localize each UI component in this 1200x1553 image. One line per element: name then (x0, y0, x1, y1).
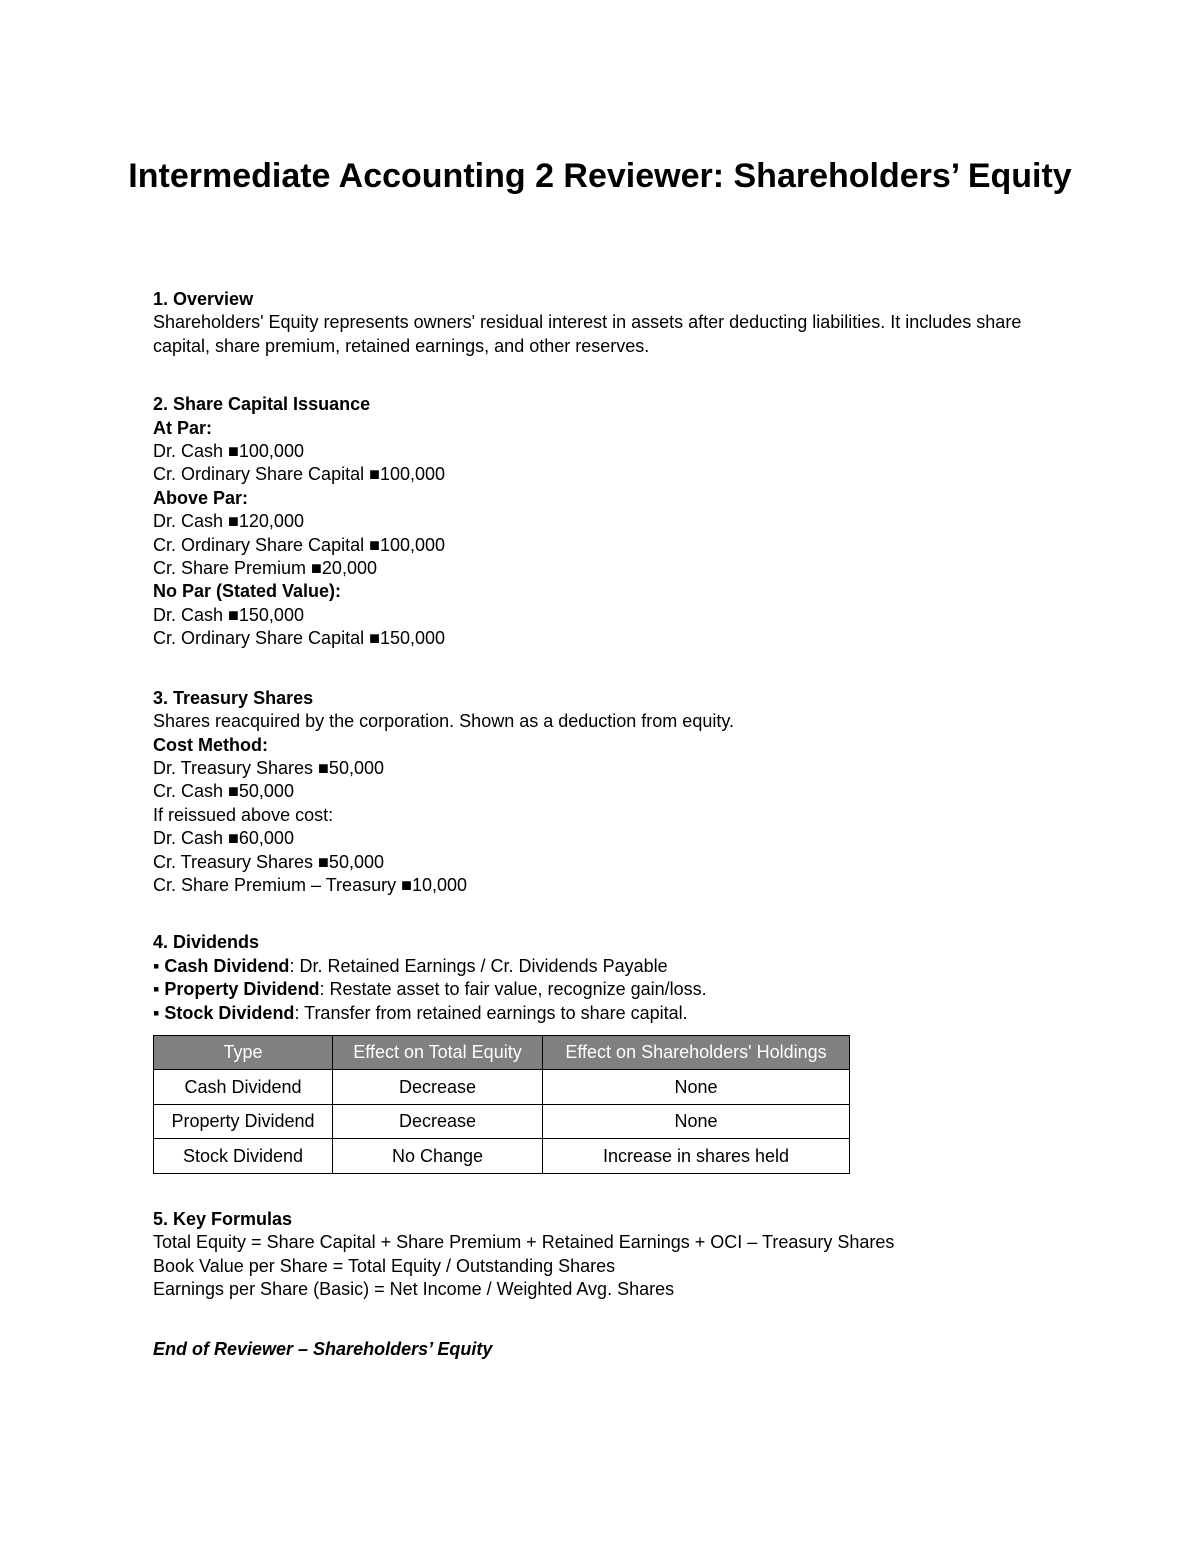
cost-method-label: Cost Method: (153, 734, 268, 755)
table-cell: Increase in shares held (543, 1139, 850, 1174)
formula-line: Total Equity = Share Capital + Share Premium + Retained Earnings + OCI – Treasury Shares (153, 1232, 895, 1253)
dividends-table (153, 1035, 850, 1174)
table-row (154, 1139, 850, 1174)
dividend-desc: : Dr. Retained Earnings / Cr. Dividends Payable (289, 955, 668, 976)
bullet-icon: ▪ (153, 955, 160, 976)
journal-entry-line: Dr. Cash ■60,000 (153, 828, 294, 849)
dividends-heading: 4. Dividends (153, 932, 260, 953)
bullet-icon: ▪ (153, 1002, 160, 1023)
table-cell: Decrease (333, 1070, 543, 1105)
table-cell: Stock Dividend (154, 1139, 333, 1174)
table-cell: None (543, 1104, 850, 1139)
table-header-row (154, 1035, 850, 1070)
dividend-bullet-item (153, 1002, 1073, 1025)
table-cell: Cash Dividend (154, 1070, 333, 1105)
no-par-label: No Par (Stated Value): (153, 581, 342, 602)
journal-entry-line: Cr. Ordinary Share Capital ■150,000 (153, 628, 446, 649)
table-header-cell: Effect on Total Equity (333, 1035, 543, 1070)
overview-heading: 1. Overview (153, 289, 254, 309)
table-cell: None (543, 1070, 850, 1105)
bullet-icon: ▪ (153, 979, 160, 1000)
end-of-reviewer-text: End of Reviewer – Shareholders’ Equity (153, 1338, 493, 1359)
above-par-label: Above Par: (153, 487, 249, 508)
treasury-text: Shares reacquired by the corporation. Shown as a deduction from equity. (153, 711, 735, 732)
journal-entry-line: Dr. Cash ■120,000 (153, 511, 304, 532)
table-cell: Decrease (333, 1104, 543, 1139)
dividend-bullet-item (153, 955, 1073, 978)
dividend-desc: : Transfer from retained earnings to share capital. (294, 1002, 688, 1023)
table-cell: Property Dividend (154, 1104, 333, 1139)
table-row (154, 1104, 850, 1139)
share-capital-heading: 2. Share Capital Issuance (153, 394, 371, 415)
dividend-bullet-item (153, 978, 1073, 1001)
journal-entry-line: Cr. Ordinary Share Capital ■100,000 (153, 464, 446, 485)
document-body (153, 288, 1073, 1361)
reissue-label: If reissued above cost: (153, 804, 334, 825)
overview-text: Shareholders' Equity represents owners' residual interest in assets after deducting liabilities. It includes share capital, share premium, retained earnings, and other reserves. (153, 312, 1022, 356)
table-header-cell: Type (154, 1035, 333, 1070)
document-title: Intermediate Accounting 2 Reviewer: Shareholders’ Equity (128, 157, 1072, 195)
dividend-desc: : Restate asset to fair value, recognize gain/loss. (319, 979, 707, 1000)
table-cell: No Change (333, 1139, 543, 1174)
table-header-cell: Effect on Shareholders' Holdings (543, 1035, 850, 1070)
formula-line: Earnings per Share (Basic) = Net Income / Weighted Avg. Shares (153, 1279, 675, 1300)
journal-entry-line: Cr. Cash ■50,000 (153, 781, 294, 802)
journal-entry-line: Cr. Share Premium – Treasury ■10,000 (153, 874, 468, 895)
formula-line: Book Value per Share = Total Equity / Outstanding Shares (153, 1255, 616, 1276)
formulas-heading: 5. Key Formulas (153, 1208, 293, 1229)
journal-entry-line: Dr. Cash ■100,000 (153, 441, 304, 462)
dividend-term: Stock Dividend (164, 1002, 295, 1023)
dividend-term: Property Dividend (164, 979, 320, 1000)
journal-entry-line: Cr. Treasury Shares ■50,000 (153, 851, 384, 872)
journal-entry-line: Dr. Cash ■150,000 (153, 604, 304, 625)
table-row (154, 1070, 850, 1105)
dividend-term: Cash Dividend (164, 955, 290, 976)
journal-entry-line: Cr. Share Premium ■20,000 (153, 558, 377, 579)
journal-entry-line: Dr. Treasury Shares ■50,000 (153, 757, 384, 778)
treasury-heading: 3. Treasury Shares (153, 687, 314, 708)
at-par-label: At Par: (153, 417, 213, 438)
journal-entry-line: Cr. Ordinary Share Capital ■100,000 (153, 534, 446, 555)
